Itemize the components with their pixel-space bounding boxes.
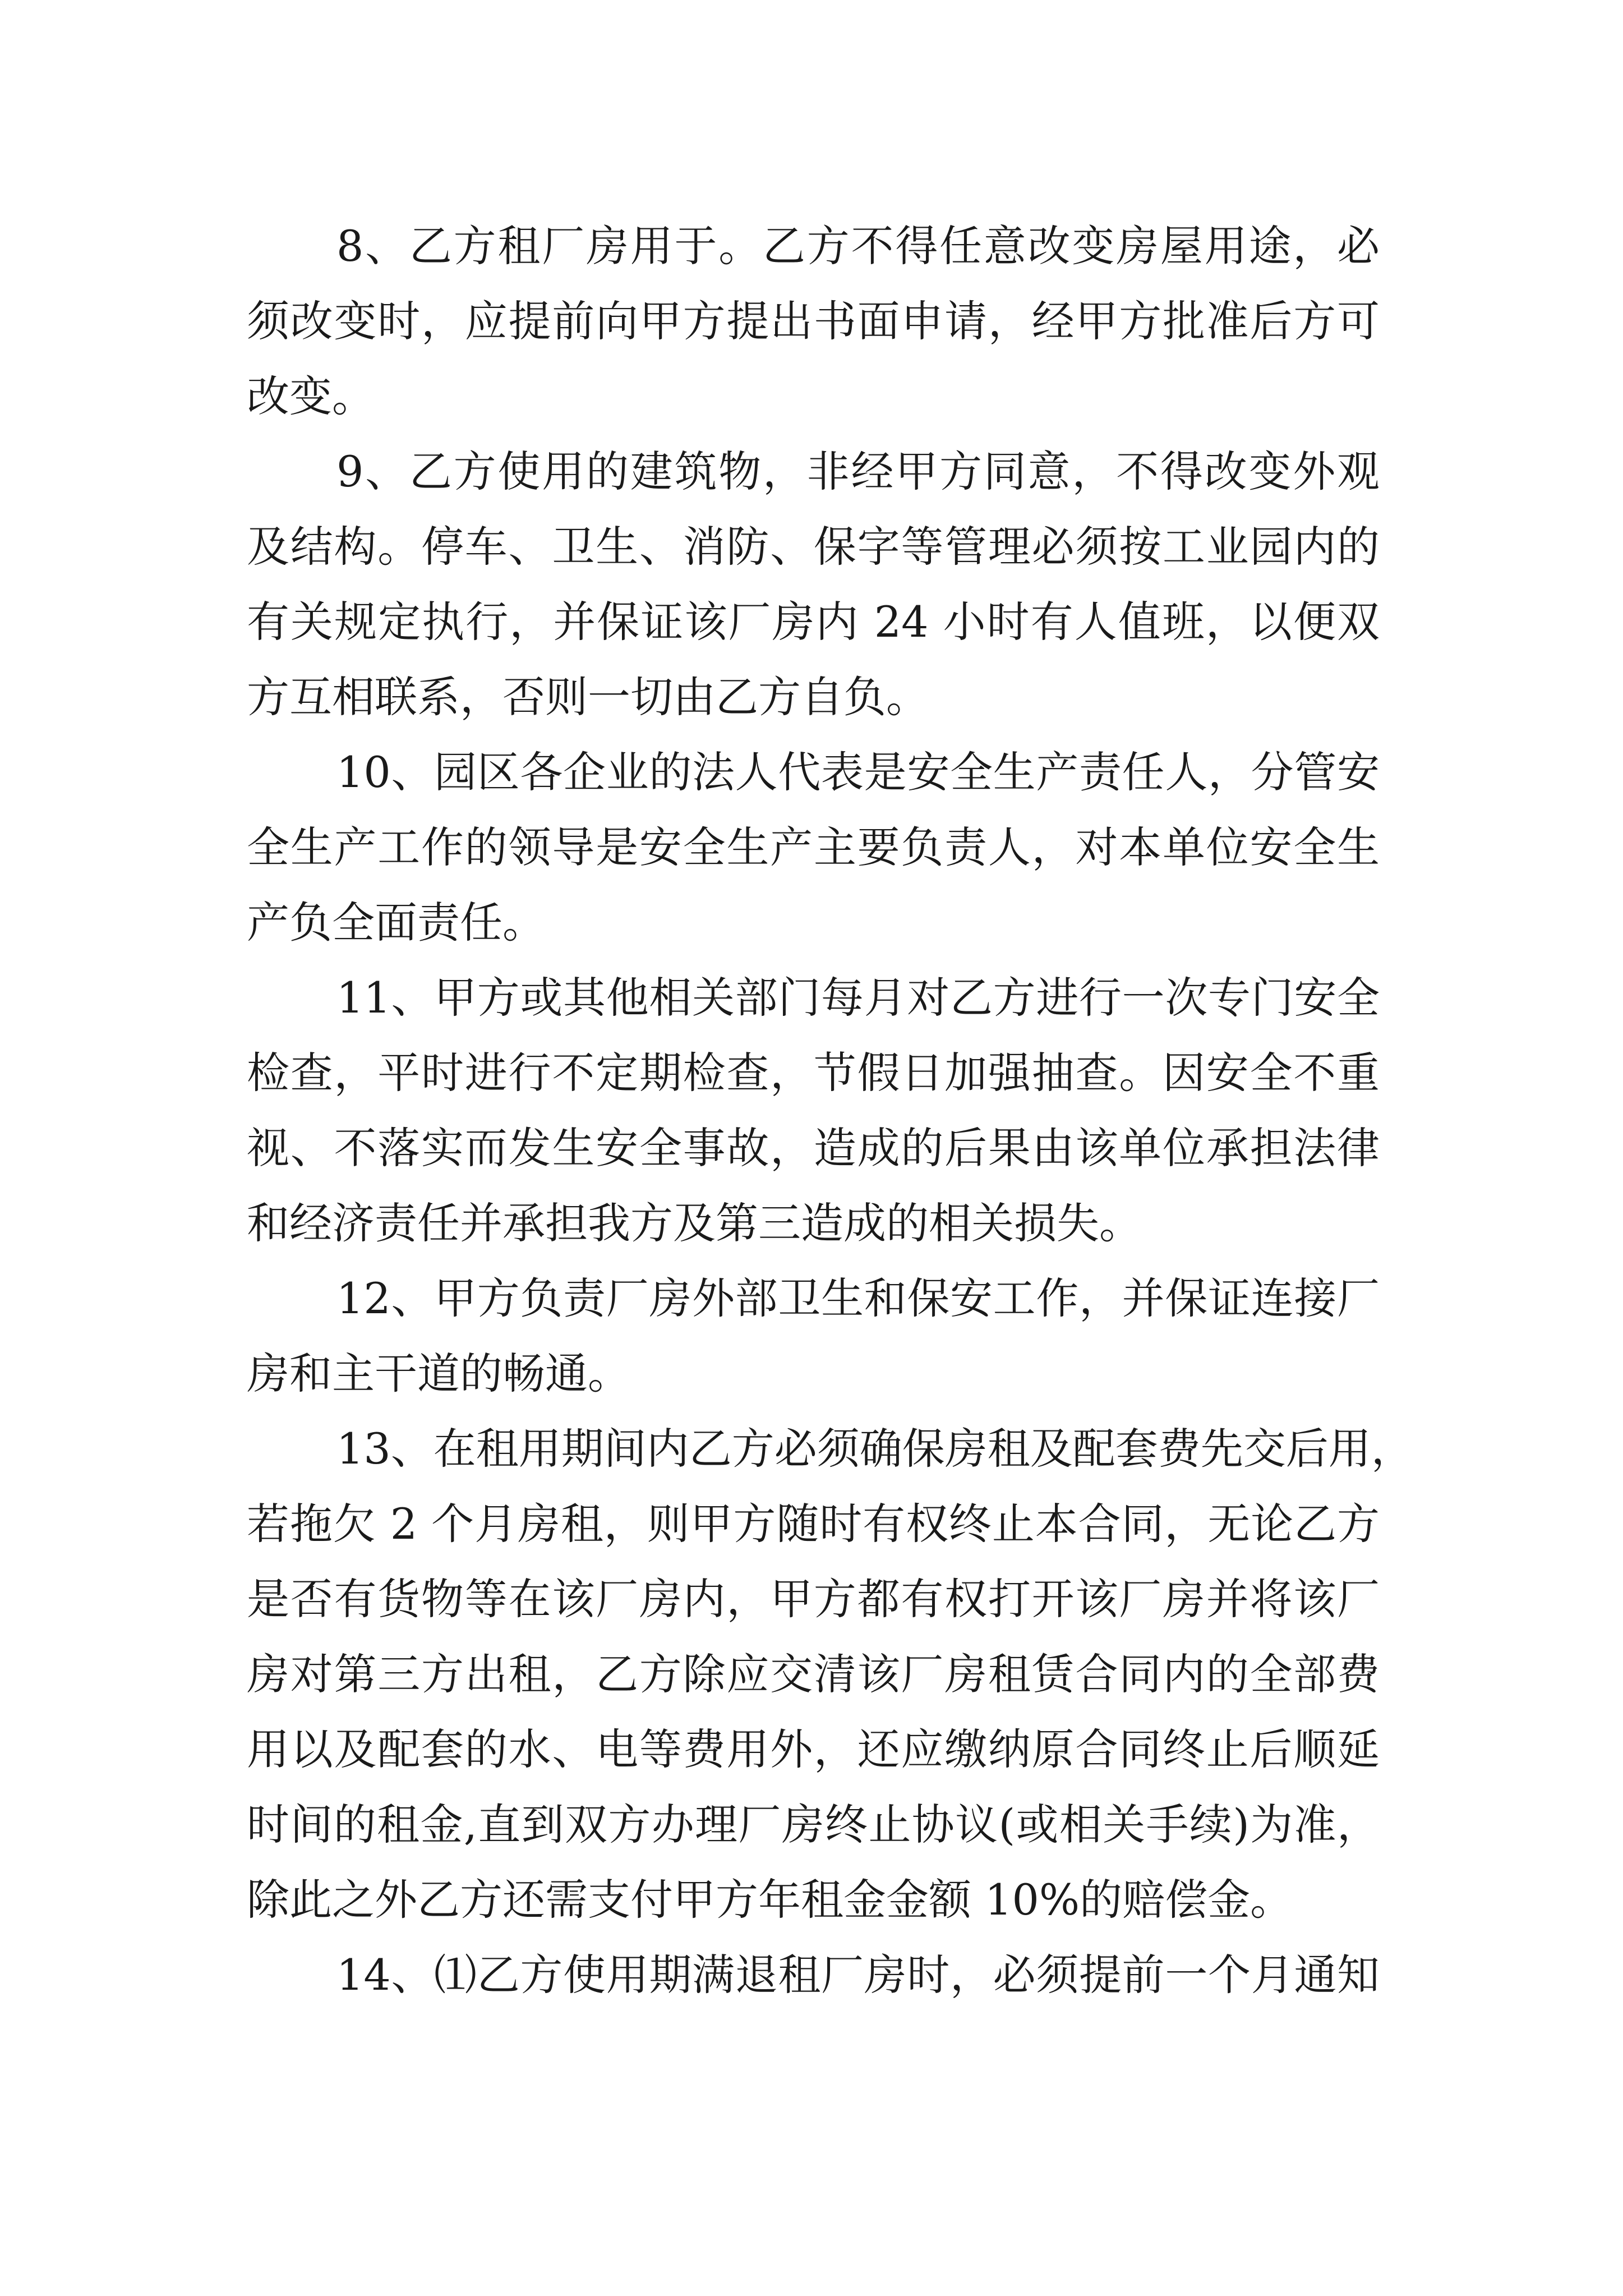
text-line: 检查，平时进行不定期检查，节假日加强抽查。因安全不重 xyxy=(247,1048,1380,1098)
text-line: 有关规定执行，并保证该厂房内 24 小时有人值班，以便双 xyxy=(247,597,1380,647)
text-line: 14、⑴乙方使用期满退租厂房时，必须提前一个月通知 xyxy=(336,1950,1380,2000)
text-line: 用以及配套的水、电等费用外，还应缴纳原合同终止后顺延 xyxy=(247,1724,1380,1774)
text-line: 方互相联系，否则一切由乙方自负。 xyxy=(247,672,929,722)
text-line: 须改变时，应提前向甲方提出书面申请，经甲方批准后方可 xyxy=(247,296,1380,346)
text-line: 产负全面责任。 xyxy=(247,898,545,947)
text-line: 及结构。停车、卫生、消防、保字等管理必须按工业园内的 xyxy=(247,522,1380,572)
text-line: 13、在租用期间内乙方必须确保房租及配套费先交后用， xyxy=(336,1424,1414,1474)
text-line: 房对第三方出租，乙方除应交清该厂房租赁合同内的全部费 xyxy=(247,1649,1380,1699)
text-line: 和经济责任并承担我方及第三造成的相关损失。 xyxy=(247,1198,1142,1248)
text-line: 12、甲方负责厂房外部卫生和保安工作，并保证连接厂 xyxy=(336,1273,1380,1323)
text-line: 房和主干道的畅通。 xyxy=(247,1349,630,1398)
text-line: 是否有货物等在该厂房内，甲方都有权打开该厂房并将该厂 xyxy=(247,1574,1380,1624)
text-line: 视、不落实而发生安全事故，造成的后果由该单位承担法律 xyxy=(247,1123,1380,1173)
text-line: 时间的租金,直到双方办理厂房终止协议(或相关手续)为准， xyxy=(247,1800,1380,1849)
text-line: 9、乙方使用的建筑物，非经甲方同意，不得改变外观 xyxy=(336,447,1380,496)
text-line: 若拖欠 2 个月房租，则甲方随时有权终止本合同，无论乙方 xyxy=(247,1499,1380,1549)
text-line: 改变。 xyxy=(247,371,375,421)
text-line: 8、乙方租厂房用于。乙方不得任意改变房屋用途，必 xyxy=(336,221,1380,271)
text-line: 全生产工作的领导是安全生产主要负责人，对本单位安全生 xyxy=(247,822,1380,872)
text-line: 10、园区各企业的法人代表是安全生产责任人，分管安 xyxy=(336,747,1380,797)
text-line: 除此之外乙方还需支付甲方年租金金额 10%的赔偿金。 xyxy=(247,1875,1293,1925)
text-line: 11、甲方或其他相关部门每月对乙方进行一次专门安全 xyxy=(336,973,1380,1023)
